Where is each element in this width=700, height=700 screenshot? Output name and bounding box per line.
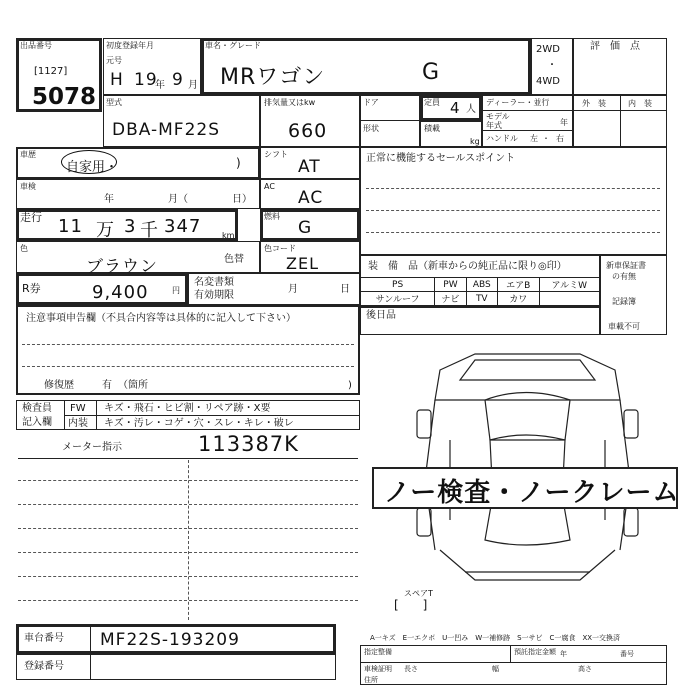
fuel-label: 燃料 <box>264 212 280 221</box>
ext-int-divider <box>620 95 621 147</box>
history-close: ) <box>236 156 241 170</box>
repair-close: ) <box>348 380 352 391</box>
history-label: 車歴 <box>20 150 36 159</box>
left-dashed-vertical <box>188 460 189 620</box>
notes-line-2 <box>22 366 354 367</box>
meter-value: 113387K <box>198 432 299 456</box>
equip-alloy: アルミW <box>539 278 599 292</box>
footer-num: 番号 <box>620 650 634 658</box>
handle-right: 右 <box>556 134 564 143</box>
model-value: DBA-MF22S <box>112 120 221 140</box>
mileage-label: 走行 <box>20 211 42 224</box>
mileage-man: 11 <box>58 216 83 237</box>
footer-height: 高さ <box>578 665 592 673</box>
first-reg-era: H <box>110 70 124 90</box>
rear-label: 後日品 <box>366 310 396 321</box>
repair-value: 有 <box>102 380 112 391</box>
dealer-divider-2 <box>482 130 573 131</box>
first-reg-label: 初度登録年月 <box>106 41 154 50</box>
recycle-value: 9,400 <box>92 282 149 303</box>
equip-abs: ABS <box>466 278 497 292</box>
rear-box <box>360 307 600 335</box>
repair-label: 修復歴 <box>44 380 74 391</box>
wheel-fl <box>417 410 431 438</box>
inspector-row2-label: 内装 <box>68 418 88 429</box>
footer-address: 住所 <box>364 676 378 684</box>
equip-navi: ナビ <box>435 292 466 306</box>
footer-recycle-fee: 預託指定金額 <box>514 648 556 656</box>
equip-blank <box>539 292 599 306</box>
load-unit: kg <box>470 137 480 146</box>
color-changed-label: 色替 <box>224 254 244 265</box>
listing-code: [1127] <box>34 66 68 77</box>
warranty-line2: の有無 <box>612 272 636 281</box>
meter-underline <box>18 458 358 459</box>
footer-vdivider <box>510 645 511 662</box>
car-bottom <box>440 550 615 580</box>
shape-label: 形状 <box>363 124 379 133</box>
first-reg-era-label: 元号 <box>106 56 122 65</box>
shift-label: シフト <box>264 150 288 159</box>
tax-line2: 有効期限 <box>194 290 234 301</box>
color-label: 色 <box>20 244 28 253</box>
warranty-none: 車載不可 <box>608 322 640 331</box>
load-label: 積載 <box>424 124 440 133</box>
shift-value: AT <box>298 157 321 177</box>
repair-paren: （箇所 <box>118 380 148 391</box>
registration-box <box>16 654 336 680</box>
mileage-sen-unit: 千 <box>140 220 159 241</box>
stamp-text: ノー検査・ノークレーム <box>384 478 680 508</box>
equip-tv: TV <box>466 292 497 306</box>
capacity-label: 定員 <box>424 98 440 107</box>
footer-designated: 指定整備 <box>364 648 392 656</box>
history-circle <box>61 150 117 174</box>
selling-points-label: 正常に機能するセールスポイント <box>366 153 516 164</box>
wheel-rr <box>624 508 638 536</box>
notes-line-1 <box>22 344 354 345</box>
listing-label: 出品番号 <box>20 41 52 50</box>
chassis-divider <box>90 624 91 654</box>
sp-line-1 <box>366 188 660 189</box>
model-label: 型式 <box>106 98 122 107</box>
notes-label: 注意事項申告欄（不具合内容等は具体的に記入して下さい） <box>26 313 296 324</box>
inspector-hdivider <box>64 415 360 416</box>
dealer-divider-1 <box>482 110 573 111</box>
tax-month: 月 <box>288 284 298 295</box>
ac-value: AC <box>298 188 324 208</box>
handle-left: 左 <box>530 134 538 143</box>
inspector-row1: キズ・飛石・ヒビ割・リペア跡・X要 <box>104 403 271 414</box>
chassis-label: 車台番号 <box>24 633 64 644</box>
history-box <box>16 147 260 179</box>
car-top-roof <box>460 360 595 380</box>
damage-legend: A一キズ E一エクボ U一凹み W一補修跡 S一サビ C一腐食 XX一交換済 <box>370 634 621 642</box>
mileage-rest: 347 <box>164 216 202 237</box>
inspection-day: 日） <box>232 194 252 205</box>
inspection-box <box>16 179 260 209</box>
inspector-row2: キズ・汚レ・コゲ・穴・スレ・キレ・破レ <box>104 418 294 429</box>
footer-hdivider <box>360 662 667 663</box>
dealer-label: ディーラー・並行 <box>486 98 550 107</box>
name-grade-label: 車名・グレード <box>205 41 261 50</box>
inspection-month: 月（ <box>168 194 188 205</box>
displacement-label: 排気量又はkw <box>264 98 316 107</box>
listing-number: 5078 <box>32 84 97 110</box>
wheel-fr <box>624 410 638 438</box>
sp-line-2 <box>366 210 660 211</box>
tax-line1: 名変書類 <box>194 277 234 288</box>
mileage-unit: km <box>222 231 235 240</box>
color-code-label: 色コード <box>264 244 296 253</box>
mileage-sen: 3 <box>124 216 137 237</box>
wheel-rl <box>417 508 431 536</box>
model-year-unit: 年 <box>560 118 568 127</box>
car-name: MRワゴン <box>220 65 326 90</box>
exterior-label: 外 装 <box>582 99 606 108</box>
footer-length: 長さ <box>404 665 418 673</box>
capacity-value: 4 <box>450 99 461 117</box>
rating-label: 評 価 点 <box>590 41 640 52</box>
footer-date: 年 <box>560 650 567 658</box>
capacity-unit: 人 <box>466 104 476 115</box>
recycle-unit: 円 <box>172 286 180 295</box>
registration-label: 登録番号 <box>24 661 64 672</box>
inspector-line1: 検査員 <box>22 403 52 414</box>
drive-dot: ・ <box>547 60 557 71</box>
color-code-value: ZEL <box>286 254 319 273</box>
inspector-line2: 記入欄 <box>22 417 52 428</box>
inspection-label: 車検 <box>20 182 36 191</box>
warranty-line1: 新車保証書 <box>606 261 646 270</box>
meter-label: メーター指示 <box>62 442 122 453</box>
sp-line-3 <box>366 232 660 233</box>
equip-ps: PS <box>361 278 435 292</box>
first-reg-month: 9 <box>172 70 184 90</box>
first-reg-month-unit: 月 <box>188 80 198 91</box>
history-value: 自家用・ <box>66 160 119 175</box>
mileage-man-unit: 万 <box>96 220 115 241</box>
doors-divider <box>360 120 420 121</box>
handle-label: ハンドル <box>486 134 518 143</box>
color-value: ブラウン <box>86 257 158 277</box>
footer-width: 幅 <box>492 665 499 673</box>
car-grade: G <box>422 60 441 85</box>
model-year-label: モデル年式 <box>486 112 510 130</box>
inspector-row1-label: FW <box>70 403 86 414</box>
equip-pw: PW <box>435 278 466 292</box>
tax-day: 日 <box>340 284 350 295</box>
equip-leather: カワ <box>497 292 539 306</box>
drive-4wd: 4WD <box>536 76 560 87</box>
first-reg-year: 19 <box>134 70 158 90</box>
ext-int-hdivider <box>573 110 667 111</box>
footer-name: 車検証明 <box>364 665 392 673</box>
chassis-value: MF22S-193209 <box>100 630 240 650</box>
equip-airbag: エアB <box>497 278 539 292</box>
doors-label: ドア <box>363 98 379 107</box>
fuel-value: G <box>298 218 313 238</box>
displacement-value: 660 <box>288 120 328 142</box>
warranty-record: 記録簿 <box>612 297 636 306</box>
drive-2wd: 2WD <box>536 44 560 55</box>
equipment-label: 装 備 品（新車からの純正品に限り◎印） <box>368 261 567 272</box>
inspection-year: 年 <box>104 194 114 205</box>
handle-sep: ・ <box>542 134 550 143</box>
interior-label: 内 装 <box>628 99 652 108</box>
spare-label: スペアT <box>404 589 433 598</box>
registration-divider <box>90 654 91 680</box>
ac-label: AC <box>264 182 275 191</box>
equip-sunroof: サンルーフ <box>361 292 435 306</box>
recycle-label: R券 <box>22 282 41 295</box>
spare-bracket: [ ] <box>394 598 428 612</box>
first-reg-year-unit: 年 <box>155 80 165 91</box>
equipment-table <box>360 277 600 306</box>
